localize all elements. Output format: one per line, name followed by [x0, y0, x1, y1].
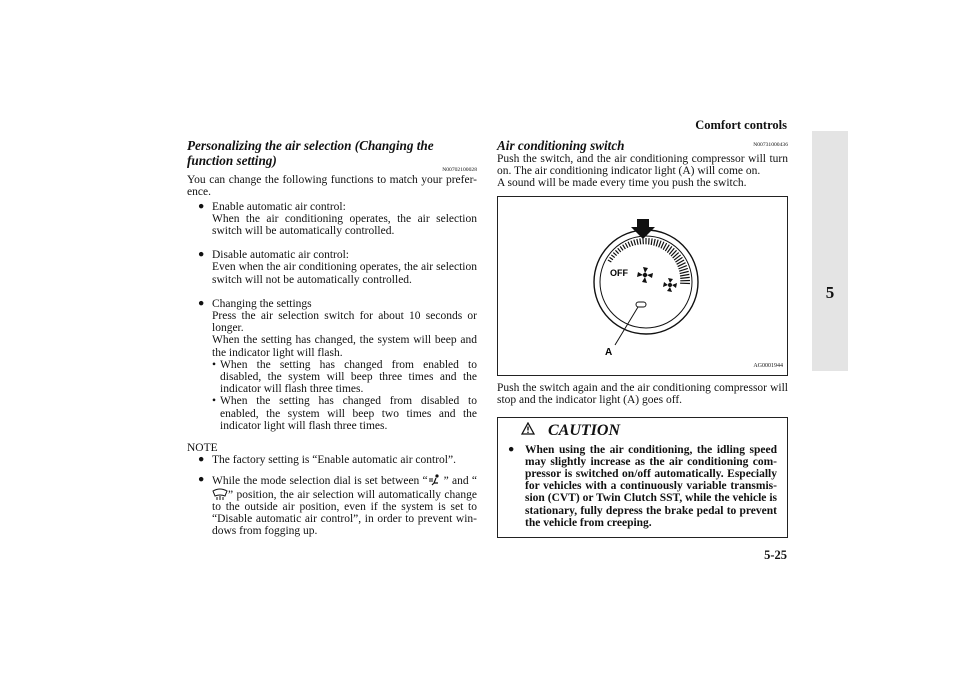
dial-tick: [680, 272, 689, 274]
header-section-title: Comfort controls: [695, 118, 787, 132]
note-block: [187, 442, 477, 537]
list-item-title: Enable automatic air control:: [212, 200, 346, 213]
list-item-body: Even when the air conditioning operates, the air selection switch will not be automatically controlled.: [212, 261, 477, 286]
intro-paragraph: You can change the following functions to match your prefer-ence.: [187, 174, 477, 199]
dial-tick: [613, 253, 616, 256]
bullet-icon: ●: [198, 454, 205, 466]
bullet-icon: ●: [198, 249, 205, 261]
dial-tick: [610, 258, 613, 260]
ac-paragraph-3: Push the switch again and the air conditioning compressor will stop and the indicator light (A) goes off.: [497, 382, 788, 407]
dial-tick: [608, 260, 611, 262]
defroster-icon: [212, 488, 228, 500]
list-item-disable: [187, 249, 477, 286]
chapter-number: 5: [825, 283, 835, 302]
section-code: N00702100028: [442, 167, 477, 174]
note-label: NOTE: [187, 442, 218, 455]
dial-off-label: OFF: [610, 268, 628, 279]
sub-item: • When the setting has changed from enabled to disabled, the system will beep three times and the indicator will flash three times.: [212, 358, 477, 396]
dial-tick: [680, 275, 689, 277]
callout-label-a: A: [605, 347, 613, 359]
chapter-tab: [812, 131, 848, 371]
sub-item: • When the setting has changed from disabled to enabled, the system will beep two times and the indicator light will flash three times.: [212, 395, 477, 432]
dial-tick: [615, 251, 618, 254]
dial-tick: [623, 245, 626, 249]
ac-paragraph-1: Push the switch, and the air conditioning compressor will turn on. The air conditioning indicator light (A) will come on.: [497, 152, 788, 177]
note-item: ● The factory setting is “Enable automatic air control”.: [198, 454, 456, 467]
face-airflow-icon: [428, 474, 444, 486]
dial-tick: [656, 240, 658, 247]
list-item-body: When the air conditioning operates, the air selection switch will be automatically controlled.: [212, 212, 477, 237]
ac-switch-illustration: [497, 196, 788, 376]
list-item-title: Disable automatic air control:: [212, 249, 349, 262]
dial-tick: [680, 278, 690, 279]
bullet-icon: ●: [198, 474, 205, 486]
dial-tick: [618, 248, 621, 252]
list-item-enable: [187, 201, 477, 238]
section-heading-ac-switch: Air conditioning switch: [497, 138, 625, 153]
note-item: ● While the mode selection dial is set between “ ” and “” position, the air selection will automatically change to the outside air position, even if the system is set to “Disable automatic air control”, in order to prevent win-dows from fogging up.: [198, 474, 477, 538]
dial-tick: [661, 242, 664, 249]
dial-tick: [654, 239, 655, 246]
section-heading-personalizing: Personalizing the air selection (Changing the function setting): [187, 138, 434, 168]
caution-box: [497, 417, 788, 538]
bullet-icon: ●: [198, 200, 205, 212]
section-code: N00731000436: [753, 141, 788, 148]
left-column: [187, 139, 477, 537]
ac-paragraph-2: A sound will be made every time you push the switch.: [497, 177, 747, 189]
dial-tick: [620, 247, 623, 251]
page-number: 5-25: [764, 548, 787, 562]
dial-tick: [628, 242, 630, 247]
list-item-body: When the setting has changed, the system will beep and the indicator light will flash.: [212, 334, 477, 359]
caution-title: CAUTION: [508, 422, 777, 440]
dial-tick: [640, 239, 641, 245]
pointer-notch: [640, 227, 646, 230]
list-item-changing: [187, 298, 477, 432]
dial-tick: [611, 255, 614, 258]
figure-code: AG0001944: [753, 363, 783, 369]
dial-tick: [631, 241, 633, 246]
bullet-icon: ●: [198, 297, 205, 309]
list-item-title: Changing the settings: [212, 297, 312, 310]
dial-tick: [637, 239, 638, 245]
list-item-body: Press the air selection switch for about 10 seconds or longer.: [212, 310, 477, 335]
dial-tick: [659, 241, 661, 248]
dial-tick: [634, 240, 636, 245]
ac-indicator-light[interactable]: [636, 302, 646, 307]
dial-tick: [679, 269, 688, 272]
right-column: [497, 139, 788, 538]
dial-tick: [625, 243, 627, 248]
fan-high-icon: [663, 278, 677, 292]
bullet-icon: ●: [508, 443, 515, 455]
warning-triangle-icon: [521, 422, 535, 435]
caution-item: ● When using the air conditioning, the idling speed may slightly increase as the air conditioning com-pressor is switched on/off automatically. Especially for vehicles with a continuously variable transmis-sion (CVT) or Twin Clutch SST, while the vehicle is stationary, fully depress the brake pedal to prevent the vehicle from creeping.: [508, 443, 777, 529]
dial-tick: [651, 239, 652, 246]
ac-dial-drawing: [498, 197, 787, 375]
fan-icon: [637, 267, 653, 283]
